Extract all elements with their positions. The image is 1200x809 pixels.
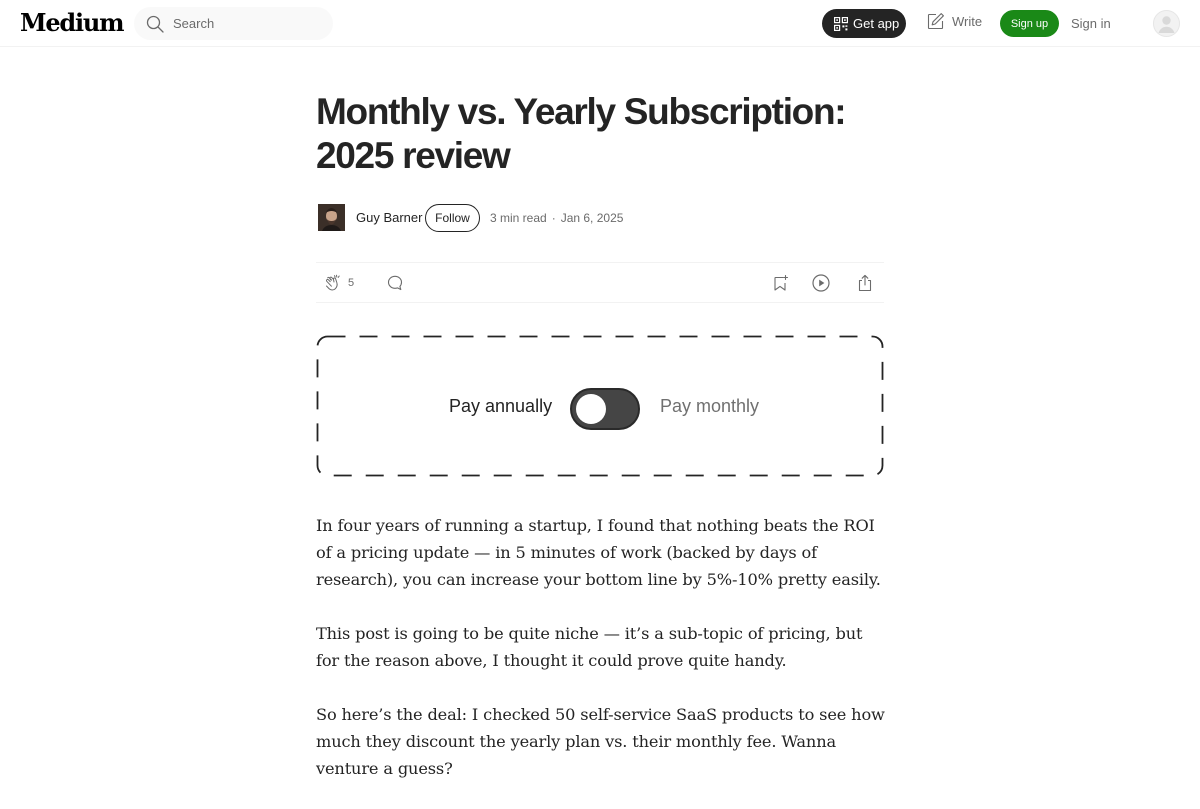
clap-icon bbox=[324, 273, 344, 293]
pay-annually-label: Pay annually bbox=[449, 396, 553, 416]
sign-in-link[interactable]: Sign in bbox=[1071, 16, 1111, 31]
clap-count: 5 bbox=[348, 277, 355, 289]
follow-button[interactable]: Follow bbox=[425, 204, 480, 232]
body-paragraph: In four years of running a startup, I found that nothing beats the ROI of a pricing update — in 5 minutes of work (backed by days of research), you can increase your bottom line by 5%-10% pretty easily. bbox=[316, 516, 881, 589]
write-label: Write bbox=[952, 14, 983, 29]
article-action-bar bbox=[316, 262, 884, 303]
pay-monthly-label: Pay monthly bbox=[660, 396, 760, 416]
comment-icon bbox=[385, 273, 405, 293]
listen-button[interactable] bbox=[811, 272, 831, 294]
play-icon bbox=[811, 273, 831, 293]
user-silhouette-icon bbox=[1153, 10, 1180, 37]
clap-button[interactable] bbox=[324, 272, 354, 294]
comment-button[interactable] bbox=[385, 272, 405, 294]
author-photo-icon bbox=[318, 204, 345, 231]
article-body bbox=[316, 512, 886, 809]
author-name[interactable]: Guy Barner bbox=[356, 210, 423, 225]
bookmark-icon bbox=[770, 273, 790, 293]
body-paragraph: So here’s the deal: I checked 50 self-service SaaS products to see how much they discount the yearly plan vs. their monthly fee. Wanna venture a guess? bbox=[316, 705, 885, 778]
search-box[interactable] bbox=[134, 7, 333, 40]
user-avatar-icon[interactable] bbox=[1153, 10, 1180, 37]
sign-up-button[interactable]: Sign up bbox=[1000, 10, 1059, 37]
article-meta bbox=[490, 211, 623, 225]
article-byline bbox=[316, 203, 886, 233]
search-icon bbox=[145, 14, 165, 34]
share-icon bbox=[855, 273, 875, 293]
get-app-label: Get app bbox=[853, 16, 900, 31]
qr-code-icon bbox=[834, 17, 848, 31]
article-title: Monthly vs. Yearly Subscription: 2025 review bbox=[316, 91, 846, 176]
medium-logo[interactable]: Medium bbox=[20, 8, 124, 37]
read-time: 3 min read bbox=[490, 211, 547, 225]
body-paragraph: This post is going to be quite niche — it’s a sub-topic of pricing, but for the reason above, I thought it could prove quite handy. bbox=[316, 624, 863, 670]
search-input[interactable] bbox=[173, 7, 323, 40]
billing-toggle-switch bbox=[570, 388, 640, 430]
pricing-toggle-figure bbox=[316, 335, 884, 477]
write-button[interactable] bbox=[926, 12, 982, 31]
bookmark-button[interactable] bbox=[770, 272, 790, 294]
toggle-knob bbox=[576, 394, 606, 424]
meta-separator: · bbox=[551, 211, 556, 225]
share-button[interactable] bbox=[855, 272, 875, 294]
author-avatar[interactable] bbox=[318, 204, 345, 231]
publish-date: Jan 6, 2025 bbox=[560, 211, 624, 225]
top-navigation-bar bbox=[0, 0, 1200, 47]
get-app-button[interactable] bbox=[822, 9, 906, 38]
write-icon bbox=[926, 12, 945, 31]
